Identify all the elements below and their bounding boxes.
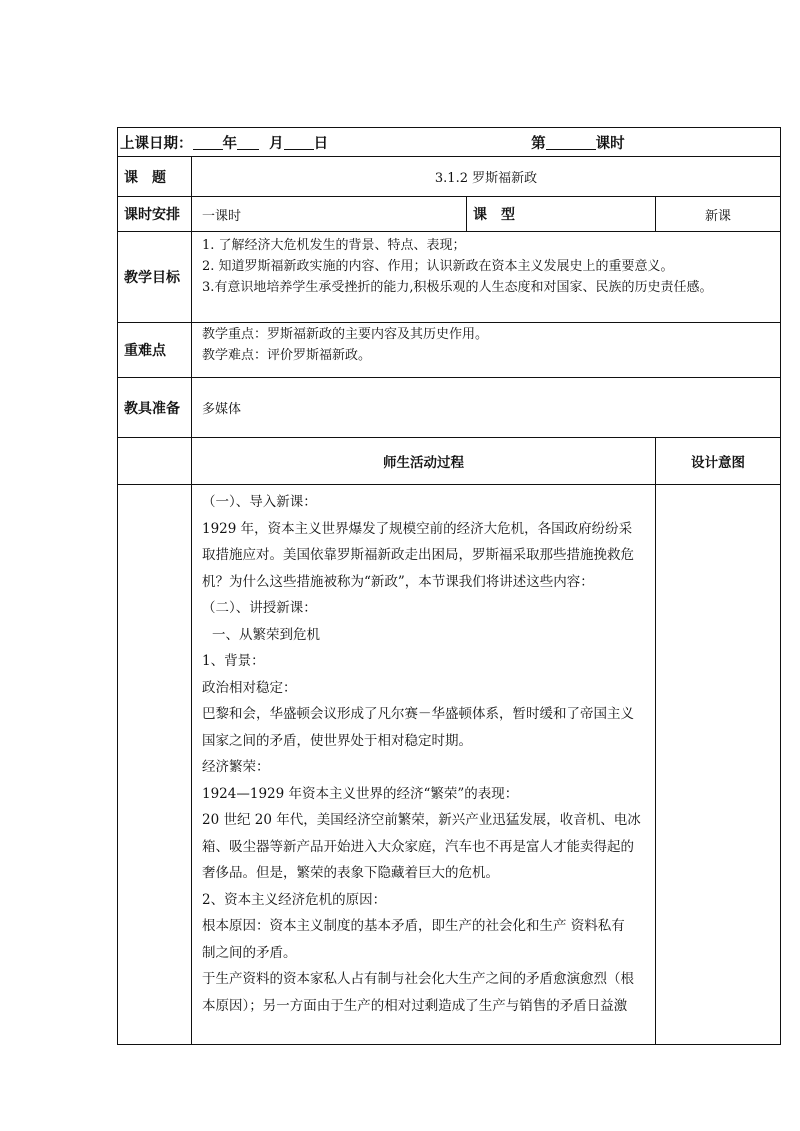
process-line: 2、资本主义经济危机的原因： [202,891,387,908]
key-points-label: 重难点 [118,323,192,378]
header-row [118,128,781,157]
topic-value: 3.1.2 罗斯福新政 [192,157,781,197]
key-point-item: 教学重点：罗斯福新政的主要内容及其历史作用。 [202,327,489,342]
month-blank[interactable] [237,135,259,150]
year-label: 年 [222,135,237,152]
key-points-cell [192,323,781,378]
day-blank[interactable] [284,135,314,150]
key-point-item: 教学难点：评价罗斯福新政。 [202,348,372,363]
process-line: （二）、讲授新课： [202,600,317,616]
process-line: 经济繁荣： [202,759,270,775]
period-prefix: 第 [531,135,546,152]
materials-row [118,378,781,438]
process-line: 政治相对稳定： [202,679,297,696]
year-blank[interactable] [193,135,223,150]
schedule-row [118,197,781,232]
period-suffix: 课时 [595,135,625,152]
process-line: 一、从繁荣到危机 [212,626,320,643]
process-line: 20 世纪 20 年代，美国经济空前繁荣，新兴产业迅猛发展，收音机、电冰 [202,812,641,828]
month-label: 月 [269,135,284,152]
process-line: 1、背景： [202,653,265,669]
process-line: 根本原因：资本主义制度的基本矛盾，即生产的社会化和生产 资料私有 [202,918,625,934]
materials-value: 多媒体 [192,378,781,438]
schedule-value: 一课时 [192,197,467,232]
objectives-cell [192,232,781,323]
process-line: 1929 年，资本主义世界爆发了规模空前的经济大危机，各国政府纷纷采 [202,520,633,537]
process-line: （一）、导入新课： [202,494,317,510]
process-line: 巴黎和会，华盛顿会议形成了凡尔赛－华盛顿体系，暂时缓和了帝国主义 [202,706,634,722]
intent-header: 设计意图 [656,438,781,485]
lesson-plan-sheet [117,127,780,1045]
process-line: 制之间的矛盾。 [202,944,297,961]
process-line: 箱、吸尘器等新产品开始进入大众家庭，汽车也不再是富人才能卖得起的 [202,838,634,855]
date-label: 上课日期： [120,135,193,152]
process-line: 机？为什么这些措施被称为“新政”，本节课我们将讲述这些内容： [202,573,594,590]
lesson-type-value: 新课 [656,197,781,232]
schedule-label: 课时安排 [118,197,192,232]
objective-item: 2. 知道罗斯福新政实施的内容、作用；认识新政在资本主义发展史上的重要意义。 [202,259,674,274]
process-body-row [118,485,781,1045]
process-header-blank [118,438,192,485]
process-line: 1924—1929 年资本主义世界的经济“繁荣”的表现： [202,785,519,802]
process-line: 奢侈品。但是，繁荣的表象下隐藏着巨大的危机。 [202,865,499,881]
lesson-plan-table [117,127,781,1045]
process-line: 于生产资料的资本家私人占有制与社会化大生产之间的矛盾愈演愈烈（根 [202,971,634,987]
objective-item: 3.有意识地培养学生承受挫折的能力,积极乐观的人生态度和对国家、民族的历史责任感。 [202,280,713,295]
activity-header: 师生活动过程 [192,438,656,485]
process-side-blank [118,485,192,1045]
materials-label: 教具准备 [118,378,192,438]
period-blank[interactable] [546,135,596,150]
process-content [192,485,656,1045]
objective-item: 1. 了解经济大危机发生的背景、特点、表现； [202,238,466,253]
topic-row [118,157,781,197]
key-points-row [118,323,781,378]
process-line: 国家之间的矛盾，使世界处于相对稳定时期。 [202,732,472,749]
process-header-row [118,438,781,485]
intent-content [656,485,781,1045]
lesson-type-label: 课 型 [467,197,656,232]
process-line: 取措施应对。美国依靠罗斯福新政走出困局，罗斯福采取那些措施挽救危 [202,547,634,563]
day-label: 日 [313,135,329,152]
objectives-row [118,232,781,323]
objectives-label: 教学目标 [118,232,192,323]
topic-label: 课 题 [118,157,192,197]
process-line: 本原因）；另一方面由于生产的相对过剩造成了生产与销售的矛盾日益激 [202,997,628,1014]
